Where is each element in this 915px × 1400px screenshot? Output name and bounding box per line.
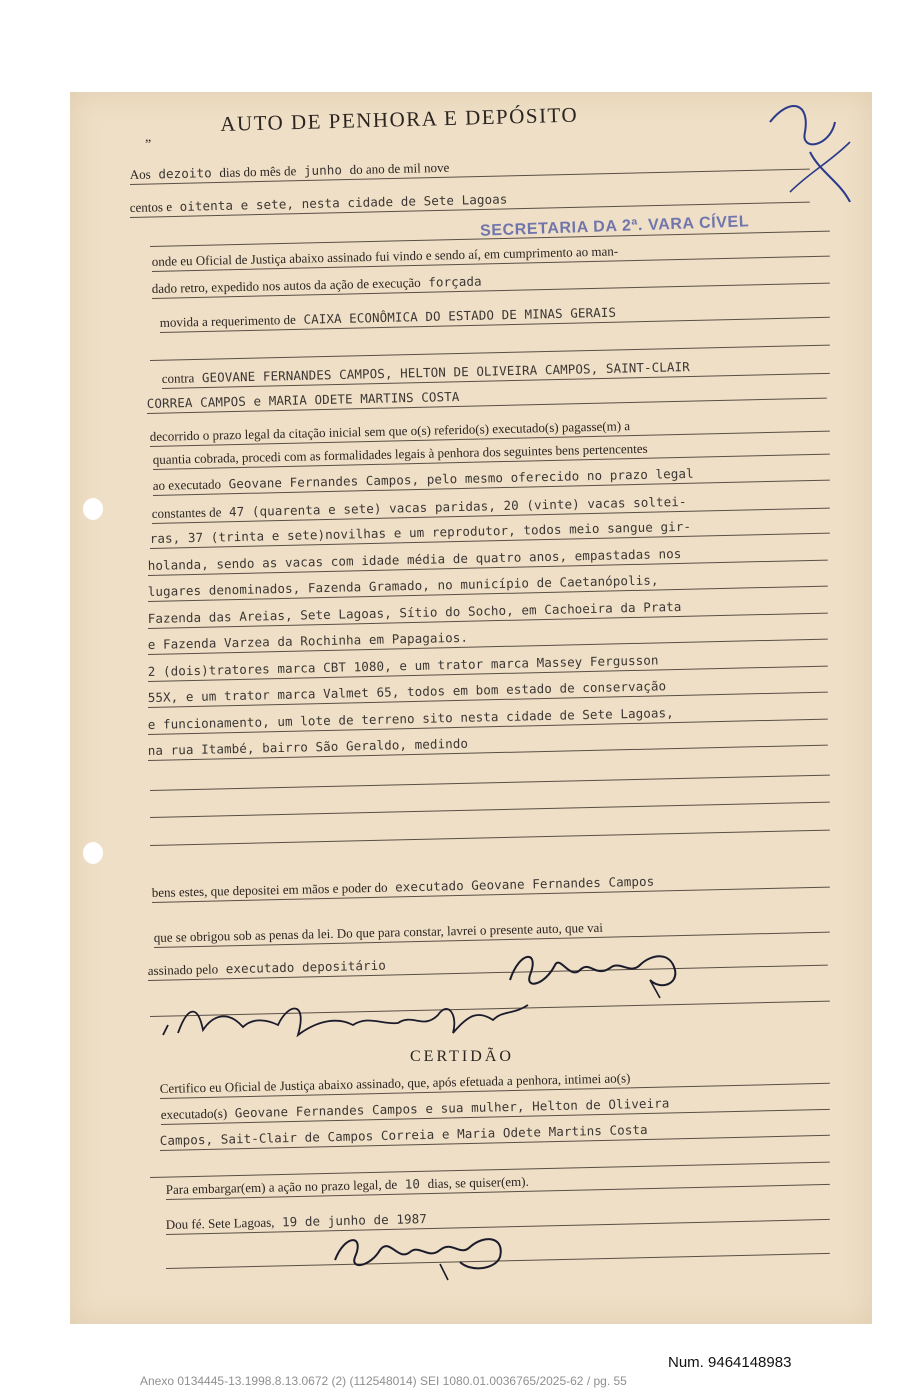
printed-label: Para embargar(em) a ação no prazo legal, de [165, 1176, 398, 1198]
printed-label: Certifico eu Oficial de Justiça abaixo assinado, que, após efetuada a penhora, intimei ao(s) [159, 1070, 631, 1097]
typed-entry: 10 [397, 1176, 428, 1192]
typed-entry: 55X, e um trator marca Valmet 65, todos em bom estado de conservação [147, 678, 667, 706]
typed-entry: junho [296, 162, 350, 179]
signature-officer [320, 1222, 520, 1282]
footer-reference: Anexo 0134445-13.1998.8.13.0672 (2) (112548014) SEI 1080.01.0036765/2025-62 / pg. 55 [140, 1374, 627, 1388]
court-stamp: SECRETARIA DA 2ª. VARA CÍVEL [479, 213, 750, 240]
printed-label: quantia cobrada, procedi com as formalidades legais à penhora dos seguintes bens pertencentes [152, 440, 648, 468]
typed-entry: Fazenda das Areias, Sete Lagoas, Sítio do Socho, em Cachoeira da Prata [147, 598, 682, 627]
typed-entry: executado depositário [218, 957, 387, 977]
printed-label: dado retro, expedido nos autos da ação de execução [151, 274, 421, 297]
printed-label: contra [161, 370, 195, 387]
typed-entry: 19 de junho de 1987 [274, 1211, 428, 1230]
signature-executed [158, 995, 538, 1045]
typed-entry: na rua Itambé, bairro São Geraldo, medindo [147, 735, 469, 759]
certidao-heading: CERTIDÃO [410, 1048, 514, 1065]
punch-hole [83, 842, 103, 864]
printed-label: movida a requerimento de [159, 311, 297, 331]
printed-label: dias do mês de [219, 163, 297, 180]
printed-label: constantes de [151, 504, 222, 522]
typed-entry: lugares denominados, Fazenda Gramado, no município de Caetanópolis, [147, 572, 659, 600]
typed-entry: Geovane Fernandes Campos e sua mulher, Helton de Oliveira [227, 1095, 670, 1121]
document-title: AUTO DE PENHORA E DEPÓSITO [220, 102, 579, 136]
typed-entry: CAIXA ECONÔMICA DO ESTADO DE MINAS GERAIS [295, 304, 617, 327]
printed-label: bens estes, que depositei em mãos e poder do [151, 879, 388, 901]
printed-label: onde eu Oficial de Justiça abaixo assinado fui vindo e sendo aí, em cumprimento ao man- [151, 243, 619, 270]
printed-label: Dou fé. Sete Lagoas, [165, 1214, 275, 1233]
typed-entry: 47 (quarenta e sete) vacas paridas, 20 (vinte) vacas soltei- [221, 493, 687, 520]
typed-entry: Geovane Fernandes Campos, pelo mesmo oferecido no prazo legal [220, 465, 694, 492]
corner-annotation-marks [750, 92, 860, 202]
printed-label: centos e [129, 199, 173, 216]
typed-entry: GEOVANE FERNANDES CAMPOS, HELTON DE OLIVEIRA CAMPOS, SAINT-CLAIR [194, 359, 690, 386]
footer-document-number: Num. 9464148983 [668, 1354, 792, 1371]
typed-entry: oitenta e sete, nesta cidade de Sete Lagoas [171, 191, 508, 215]
corner-mark: „ [145, 130, 152, 145]
printed-label: do ano de mil nove [349, 159, 450, 178]
typed-entry: executado Geovane Fernandes Campos [387, 873, 655, 895]
printed-label: assinado pelo [147, 961, 219, 979]
typed-entry: 2 (dois)tratores marca CBT 1080, e um trator marca Massey Fergusson [147, 652, 659, 680]
typed-entry: CORREA CAMPOS e MARIA ODETE MARTINS COSTA [146, 388, 460, 412]
printed-label: ao executado [152, 476, 222, 494]
punch-hole [83, 498, 103, 520]
typed-entry: holanda, sendo as vacas com idade média de quatro anos, empastadas nos [147, 545, 682, 574]
printed-label: que se obrigou sob as penas da lei. Do que para constar, lavrei o presente auto, que vai [153, 919, 604, 946]
printed-label: decorrido o prazo legal da citação inicial sem que o(s) referido(s) executado(s) pagasse(m) a [149, 418, 631, 445]
printed-label: dias, se quiser(em). [427, 1173, 529, 1192]
printed-label: Aos [129, 166, 151, 183]
signature-depositary [500, 940, 690, 1000]
typed-entry: e funcionamento, um lote de terreno sito nesta cidade de Sete Lagoas, [147, 705, 674, 733]
typed-entry: forçada [420, 273, 482, 290]
typed-entry: Campos, Sait-Clair de Campos Correia e Maria Odete Martins Costa [159, 1121, 648, 1149]
typed-entry: e Fazenda Varzea da Rochinha em Papagaios. [147, 629, 469, 653]
typed-entry: dezoito [150, 164, 220, 182]
typed-entry: ras, 37 (trinta e sete)novilhas e um reprodutor, todos meio sangue gir- [149, 518, 692, 547]
printed-label: executado(s) [160, 1105, 228, 1123]
